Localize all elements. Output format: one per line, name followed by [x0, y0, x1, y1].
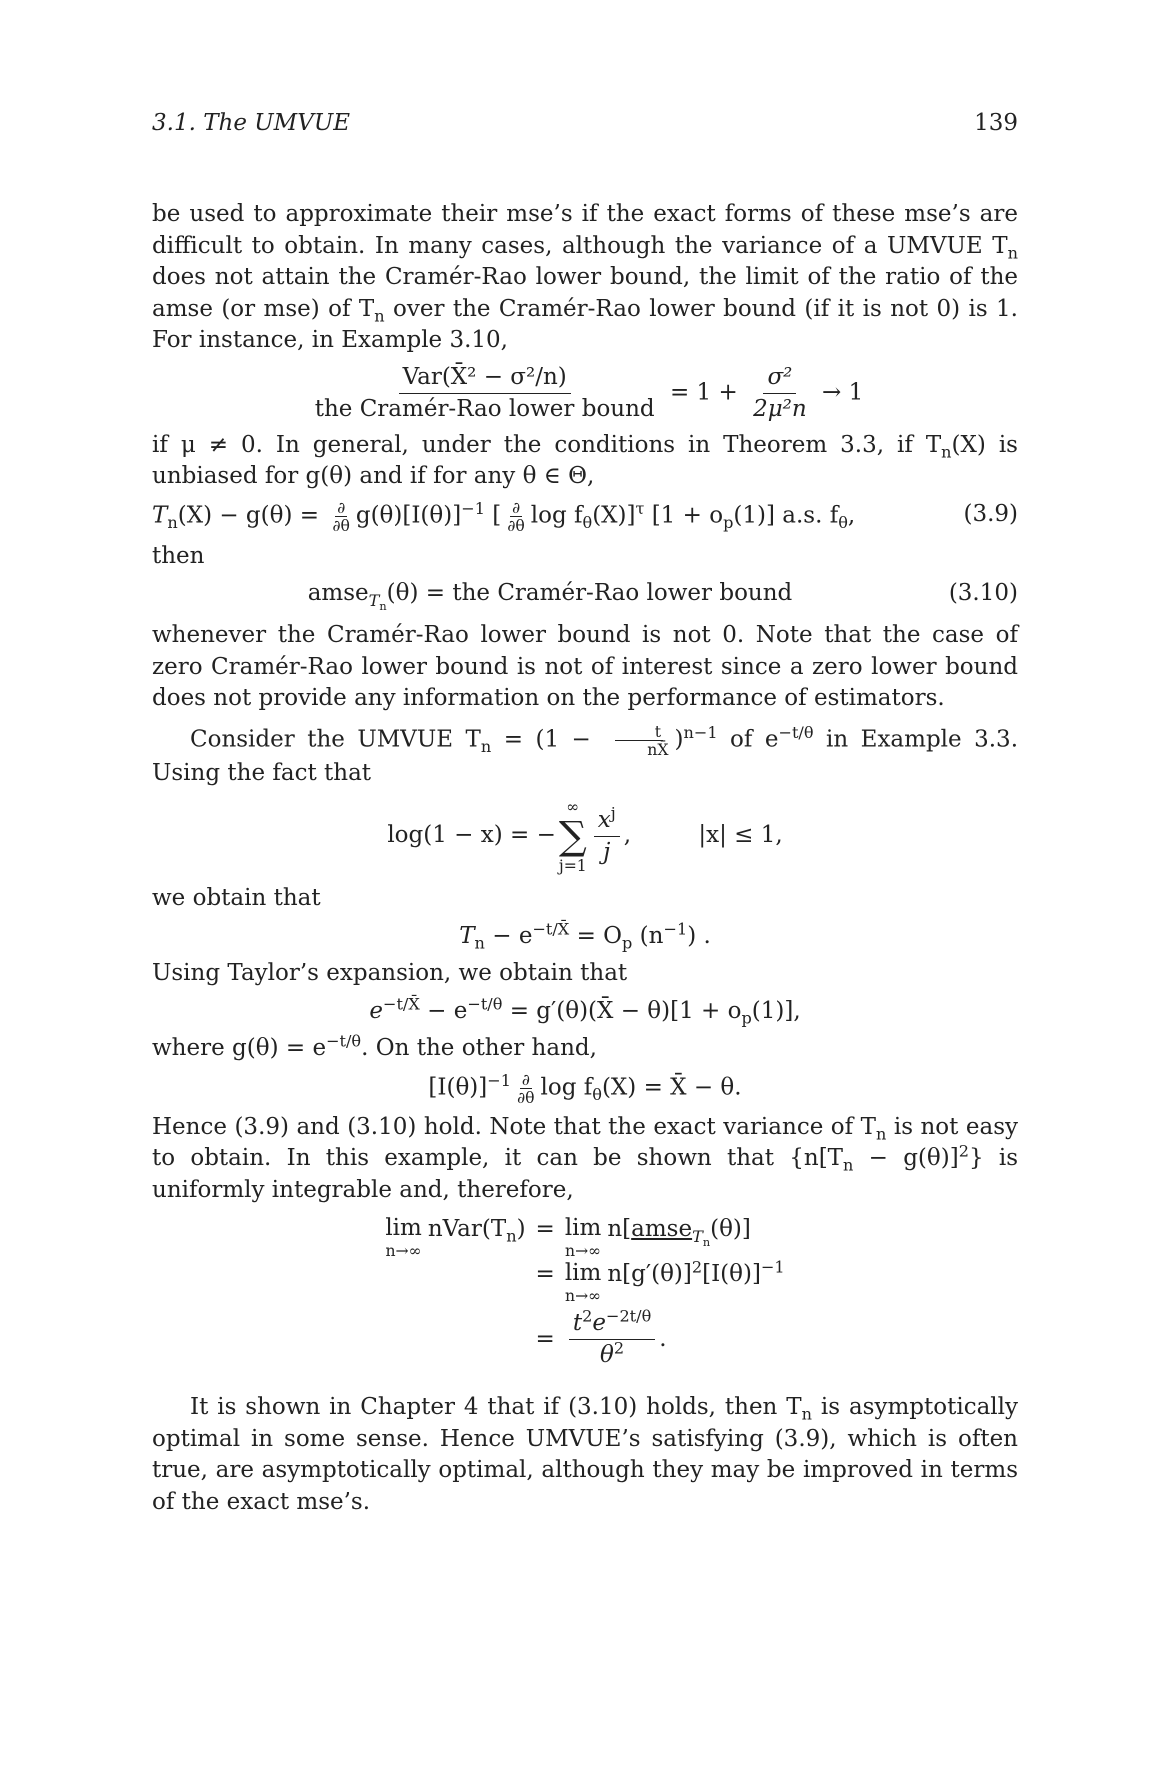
equation-taylor: $e^{-t/X̄} - e^{-t/\theta}$ = g′(θ)(X̄ − $\theta)[1 + o_p(1)]$, — [369, 994, 801, 1028]
equation-3-9: $T_n(X) - g(\theta)$ = $\frac{\partial}{\partial\theta}$ $g(\theta)[I(\theta)]^{-1}$ [ $\frac{\partial}{\partial\theta}$ $\log f_\theta(X)]^\tau$ $[1 + o_p(1)]$ a.s. $f_\theta$, (3.9) — [152, 497, 1018, 535]
where-line: where $g(\theta) = e^{-t/\theta}$. On the other hand, — [152, 1031, 597, 1062]
paragraph-3: whenever the Cramér-Rao lower bound is not 0. Note that the case of zero Cramér-Rao lower bound is not of interest since a zero lower bound does not provide any information on the performance of estimators. — [152, 622, 1018, 711]
equation-op: $T_n - e^{-t/X̄} = O_p$ $(n^{-1})$ . — [459, 919, 711, 953]
paragraph-4: Consider the UMVUE $T_n = (1$ − $\frac{t}{nX̄}$ )$^{n-1}$ of $e^{-t/\theta}$ in Example 3.3. Using the fact that — [152, 721, 1019, 786]
then-line: then — [152, 542, 205, 569]
equation-limit-align: lim n→∞ $nVar(T_n)$ = lim n→∞ n[amse$_{T_n}$(θ)] = lim n→∞ $n[g'(\theta)]^2[I(\theta)]^{-1}$ = $\frac{t^2e^{-2t/\theta}}{\theta^2}$ . — [385, 1215, 785, 1368]
page-body — [152, 199, 1018, 1518]
paragraph-5: Hence (3.9) and (3.10) hold. Note that the exact variance of $T_n$ is not easy to obtain. In this example, it can be shown that $\{n[T_n - g(\theta)]^2\}$ is uniformly integrable and, therefore, — [152, 1113, 1019, 1203]
section-title: 3.1. The UMVUE — [152, 110, 350, 136]
page-number: 139 — [974, 110, 1018, 136]
equation-inverse-info: $[I(\theta)]^{-1}$ $\frac{\partial}{\partial\theta}$ $\log f_\theta(X)$ = X̄ − θ. — [428, 1069, 742, 1107]
paragraph-2: if μ ≠ 0. In general, under the conditions in Theorem 3.3, if $T_n(X)$ is unbiased for g(θ) and if for any θ ∈ Θ, — [152, 431, 1018, 489]
running-header — [152, 108, 1018, 142]
equation-number-3-10: (3.10) — [948, 580, 1018, 606]
we-obtain-line: we obtain that — [152, 885, 321, 912]
paragraph-6: It is shown in Chapter 4 that if (3.10) holds, then $T_n$ is asymptotically optimal in some sense. Hence UMVUE’s satisfying (3.9), which is often true, are asymptotically optimal, although they may be improved in terms of the exact mse’s. — [152, 1394, 1018, 1515]
equation-3-10: amse$_{T_n}$(θ) = the Cramér-Rao lower bound (3.10) — [307, 580, 1018, 613]
equation-number-3-9: (3.9) — [963, 500, 1018, 527]
page — [152, 0, 1018, 1776]
paragraph-1: be used to approximate their mse’s if the exact forms of these mse’s are difficult to obtain. In many cases, although the variance of a UMVUE $T_n$ does not attain the Cramér-Rao lower bound, the limit of the ratio of the amse (or mse) of $T_n$ over the Cramér-Rao lower bound (if it is not 0) is 1. For instance, in Example 3.10, — [152, 201, 1018, 353]
equation-log-series: log(1 − x) = − ∞ ∑ j=1 $\frac{x^j}{j}$ , |x| ≤ 1, — [387, 797, 783, 875]
taylor-line: Using Taylor’s expansion, we obtain that — [152, 960, 628, 987]
equation-variance-ratio: $\frac{\text{Var(X̄² − σ²/n)}}{\text{the Cramér-Rao lower bound}}$ = 1 + $\frac{\text{σ²}}{\text{2μ²n}}$ → 1 — [314, 363, 864, 422]
